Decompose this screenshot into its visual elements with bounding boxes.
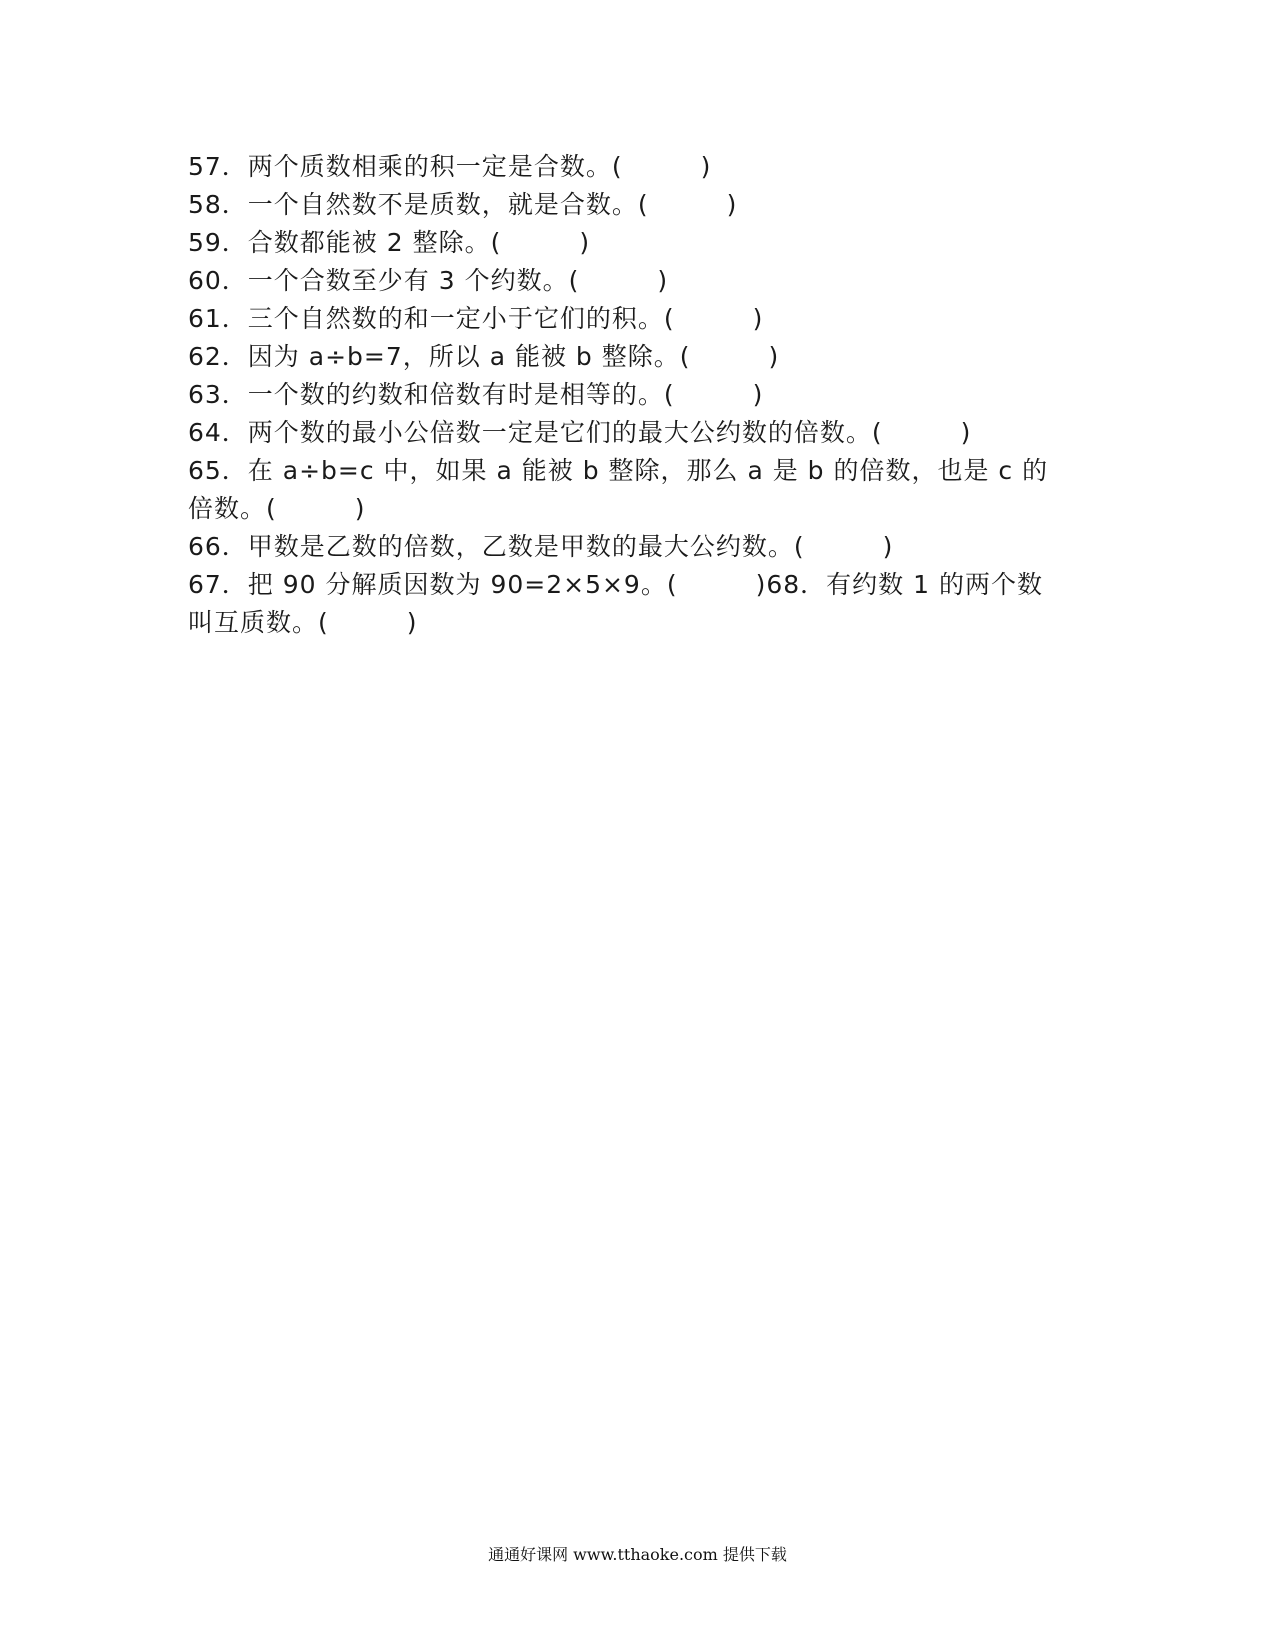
- question-62: 62．因为 a÷b=7，所以 a 能被 b 整除。( ): [188, 342, 780, 371]
- question-64: 64．两个数的最小公倍数一定是它们的最大公约数的倍数。( ): [188, 418, 972, 447]
- footer-source-note: 通通好课网 www.tthaoke.com 提供下载: [488, 1545, 787, 1564]
- question-67-68: 67．把 90 分解质因数为 90=2×5×9。( )68．有约数 1 的两个数: [188, 570, 1043, 599]
- question-58: 58．一个自然数不是质数，就是合数。( ): [188, 190, 738, 219]
- question-61: 61．三个自然数的和一定小于它们的积。( ): [188, 304, 764, 333]
- question-63: 63．一个数的约数和倍数有时是相等的。( ): [188, 380, 764, 409]
- question-list: [188, 148, 1088, 642]
- question-65-continued: 倍数。( ): [188, 494, 366, 523]
- question-65: 65．在 a÷b=c 中，如果 a 能被 b 整除，那么 a 是 b 的倍数，也是 c 的: [188, 456, 1049, 485]
- question-57: 57．两个质数相乘的积一定是合数。( ): [188, 152, 712, 181]
- question-68-continued: 叫互质数。( ): [188, 608, 418, 637]
- question-60: 60．一个合数至少有 3 个约数。( ): [188, 266, 669, 295]
- question-66: 66．甲数是乙数的倍数，乙数是甲数的最大公约数。( ): [188, 532, 894, 561]
- question-59: 59．合数都能被 2 整除。( ): [188, 228, 591, 257]
